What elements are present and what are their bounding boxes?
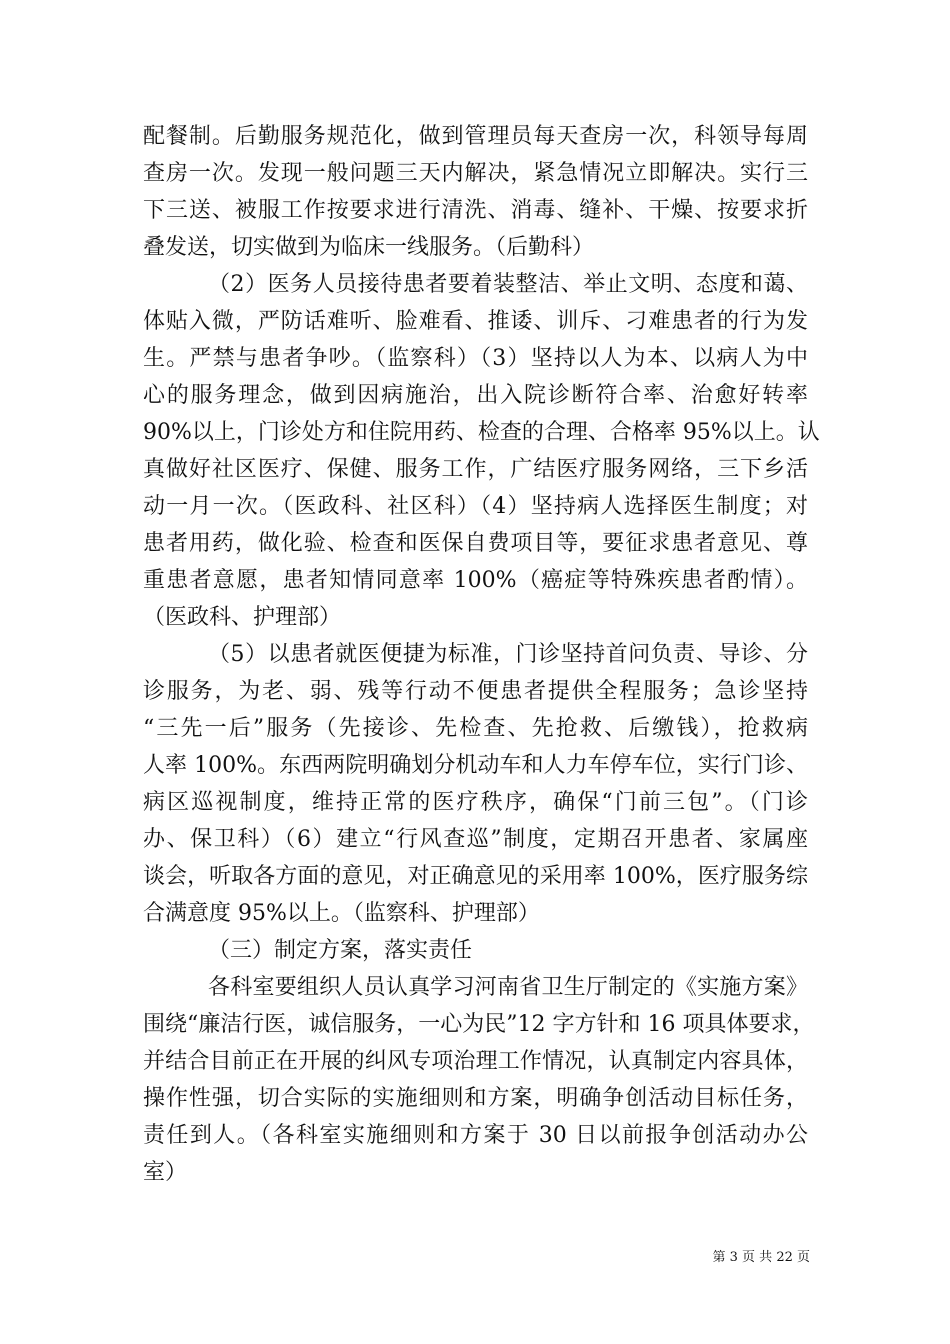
text-line: 心的服务理念，做到因病施治，出入院诊断符合率、治愈好转率 [143, 383, 808, 408]
text-line: （医政科、护理部） [143, 605, 342, 630]
text-line: 诊服务，为老、弱、残等行动不便患者提供全程服务；急诊坚持 [143, 679, 808, 704]
text-line: 动一月一次。（医政科、社区科）（4）坚持病人选择医生制度；对 [143, 494, 808, 519]
text-line: 操作性强，切合实际的实施细则和方案，明确争创活动目标任务， [143, 1086, 808, 1111]
section-heading: （三）制定方案，落实责任 [208, 938, 473, 963]
text-line: 责任到人。（各科室实施细则和方案于 30 日以前报争创活动办公 [143, 1123, 808, 1148]
text-line: 配餐制。后勤服务规范化，做到管理员每天查房一次，科领导每周 [143, 124, 808, 149]
text-line: 围绕“廉洁行医，诚信服务，一心为民”12 字方针和 16 项具体要求， [143, 1012, 815, 1037]
text-line: 人率 100%。东西两院明确划分机动车和人力车停车位，实行门诊、 [143, 753, 808, 778]
text-line: 体贴入微，严防话难听、脸难看、推诿、训斥、刁难患者的行为发 [143, 309, 808, 334]
text-line: 查房一次。发现一般问题三天内解决，紧急情况立即解决。实行三 [143, 161, 808, 186]
text-line: 90%以上，门诊处方和住院用药、检查的合理、合格率 95%以上。认 [143, 420, 820, 445]
text-line: 下三送、被服工作按要求进行清洗、消毒、缝补、干燥、按要求折 [143, 198, 808, 223]
text-line: 重患者意愿，患者知情同意率 100%（癌症等特殊疾患者酌情）。 [143, 568, 808, 593]
page-number: 第 3 页 共 22 页 [712, 1250, 810, 1265]
text-line: （5）以患者就医便捷为标准，门诊坚持首问负责、导诊、分 [208, 642, 808, 667]
text-line: 病区巡视制度，维持正常的医疗秩序，确保“门前三包”。（门诊 [143, 790, 808, 815]
text-line: 生。严禁与患者争吵。（监察科）（3）坚持以人为本、以病人为中 [143, 346, 808, 371]
text-line: 办、保卫科）（6）建立“行风查巡”制度，定期召开患者、家属座 [143, 827, 808, 852]
text-line: （2）医务人员接待患者要着装整洁、举止文明、态度和蔼、 [208, 272, 808, 297]
text-line: 各科室要组织人员认真学习河南省卫生厅制定的《实施方案》 [208, 975, 808, 1000]
text-line: 并结合目前正在开展的纠风专项治理工作情况，认真制定内容具体， [143, 1049, 808, 1074]
text-line: 患者用药，做化验、检查和医保自费项目等，要征求患者意见、尊 [143, 531, 808, 556]
text-line: 合满意度 95%以上。（监察科、护理部） [143, 901, 540, 926]
text-line: “三先一后”服务（先接诊、先检查、先抢救、后缴钱），抢救病 [143, 716, 808, 741]
text-line: 室） [143, 1160, 188, 1185]
text-line: 叠发送，切实做到为临床一线服务。（后勤科） [143, 235, 595, 260]
text-line: 真做好社区医疗、保健、服务工作，广结医疗服务网络，三下乡活 [143, 457, 808, 482]
text-line: 谈会，听取各方面的意见，对正确意见的采用率 100%，医疗服务综 [143, 864, 808, 889]
